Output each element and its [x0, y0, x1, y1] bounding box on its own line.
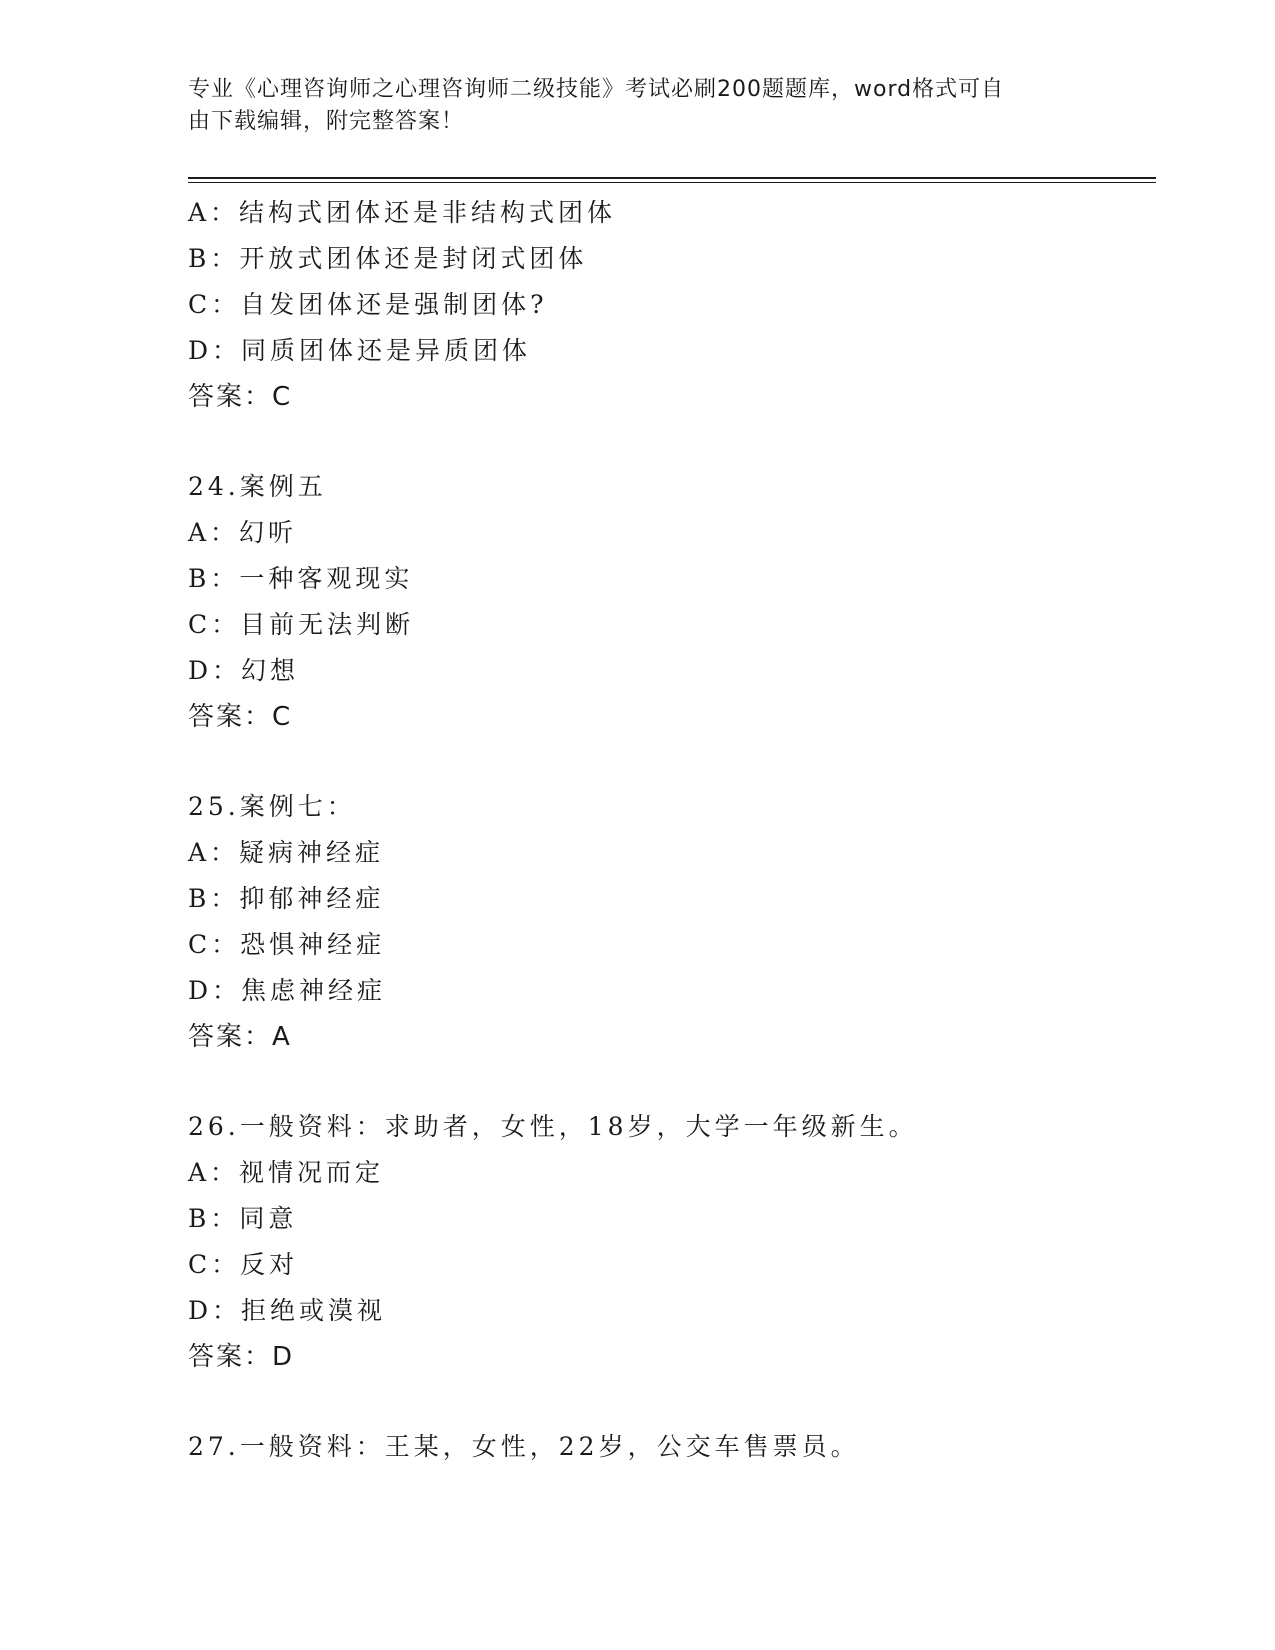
option-a: A：结构式团体还是非结构式团体 [188, 198, 617, 227]
spacer [188, 1060, 1156, 1104]
header-line-1: 专业《心理咨询师之心理咨询师二级技能》考试必刷200题题库，word格式可自 [188, 77, 1005, 102]
option-a: A：视情况而定 [188, 1158, 385, 1187]
option-d: D：拒绝或漠视 [188, 1296, 387, 1325]
question-text: 25.案例七： [188, 792, 356, 821]
question-26 [188, 1104, 1156, 1380]
option-b: B：同意 [188, 1204, 298, 1233]
question-27 [188, 1424, 1156, 1470]
answer: 答案：D [188, 1342, 295, 1372]
spacer [188, 740, 1156, 784]
option-b: B：一种客观现实 [188, 564, 414, 593]
header-divider-thick [188, 177, 1156, 179]
option-a: A：疑病神经症 [188, 838, 385, 867]
question-list [188, 190, 1156, 1470]
answer: 答案：A [188, 1022, 292, 1052]
option-b: B：开放式团体还是封闭式团体 [188, 244, 588, 273]
option-d: D：焦虑神经症 [188, 976, 387, 1005]
spacer [188, 1380, 1156, 1424]
option-c: C：自发团体还是强制团体? [188, 290, 548, 319]
question-text: 26.一般资料：求助者，女性，18岁，大学一年级新生。 [188, 1112, 918, 1141]
answer: 答案：C [188, 382, 293, 412]
header-line-2: 由下载编辑，附完整答案！ [188, 109, 465, 134]
question-text: 24.案例五 [188, 472, 327, 501]
document-header [188, 74, 1068, 138]
question-24 [188, 464, 1156, 740]
option-b: B：抑郁神经症 [188, 884, 385, 913]
question-25 [188, 784, 1156, 1060]
option-d: D：同质团体还是异质团体 [188, 336, 532, 365]
option-a: A：幻听 [188, 518, 298, 547]
option-c: C：反对 [188, 1250, 299, 1279]
answer: 答案：C [188, 702, 293, 732]
question-text: 27.一般资料：王某，女性，22岁，公交车售票员。 [188, 1432, 860, 1461]
option-d: D：幻想 [188, 656, 300, 685]
question-23 [188, 190, 1156, 420]
spacer [188, 420, 1156, 464]
option-c: C：恐惧神经症 [188, 930, 386, 959]
header-divider-thin [188, 182, 1156, 183]
option-c: C：目前无法判断 [188, 610, 415, 639]
